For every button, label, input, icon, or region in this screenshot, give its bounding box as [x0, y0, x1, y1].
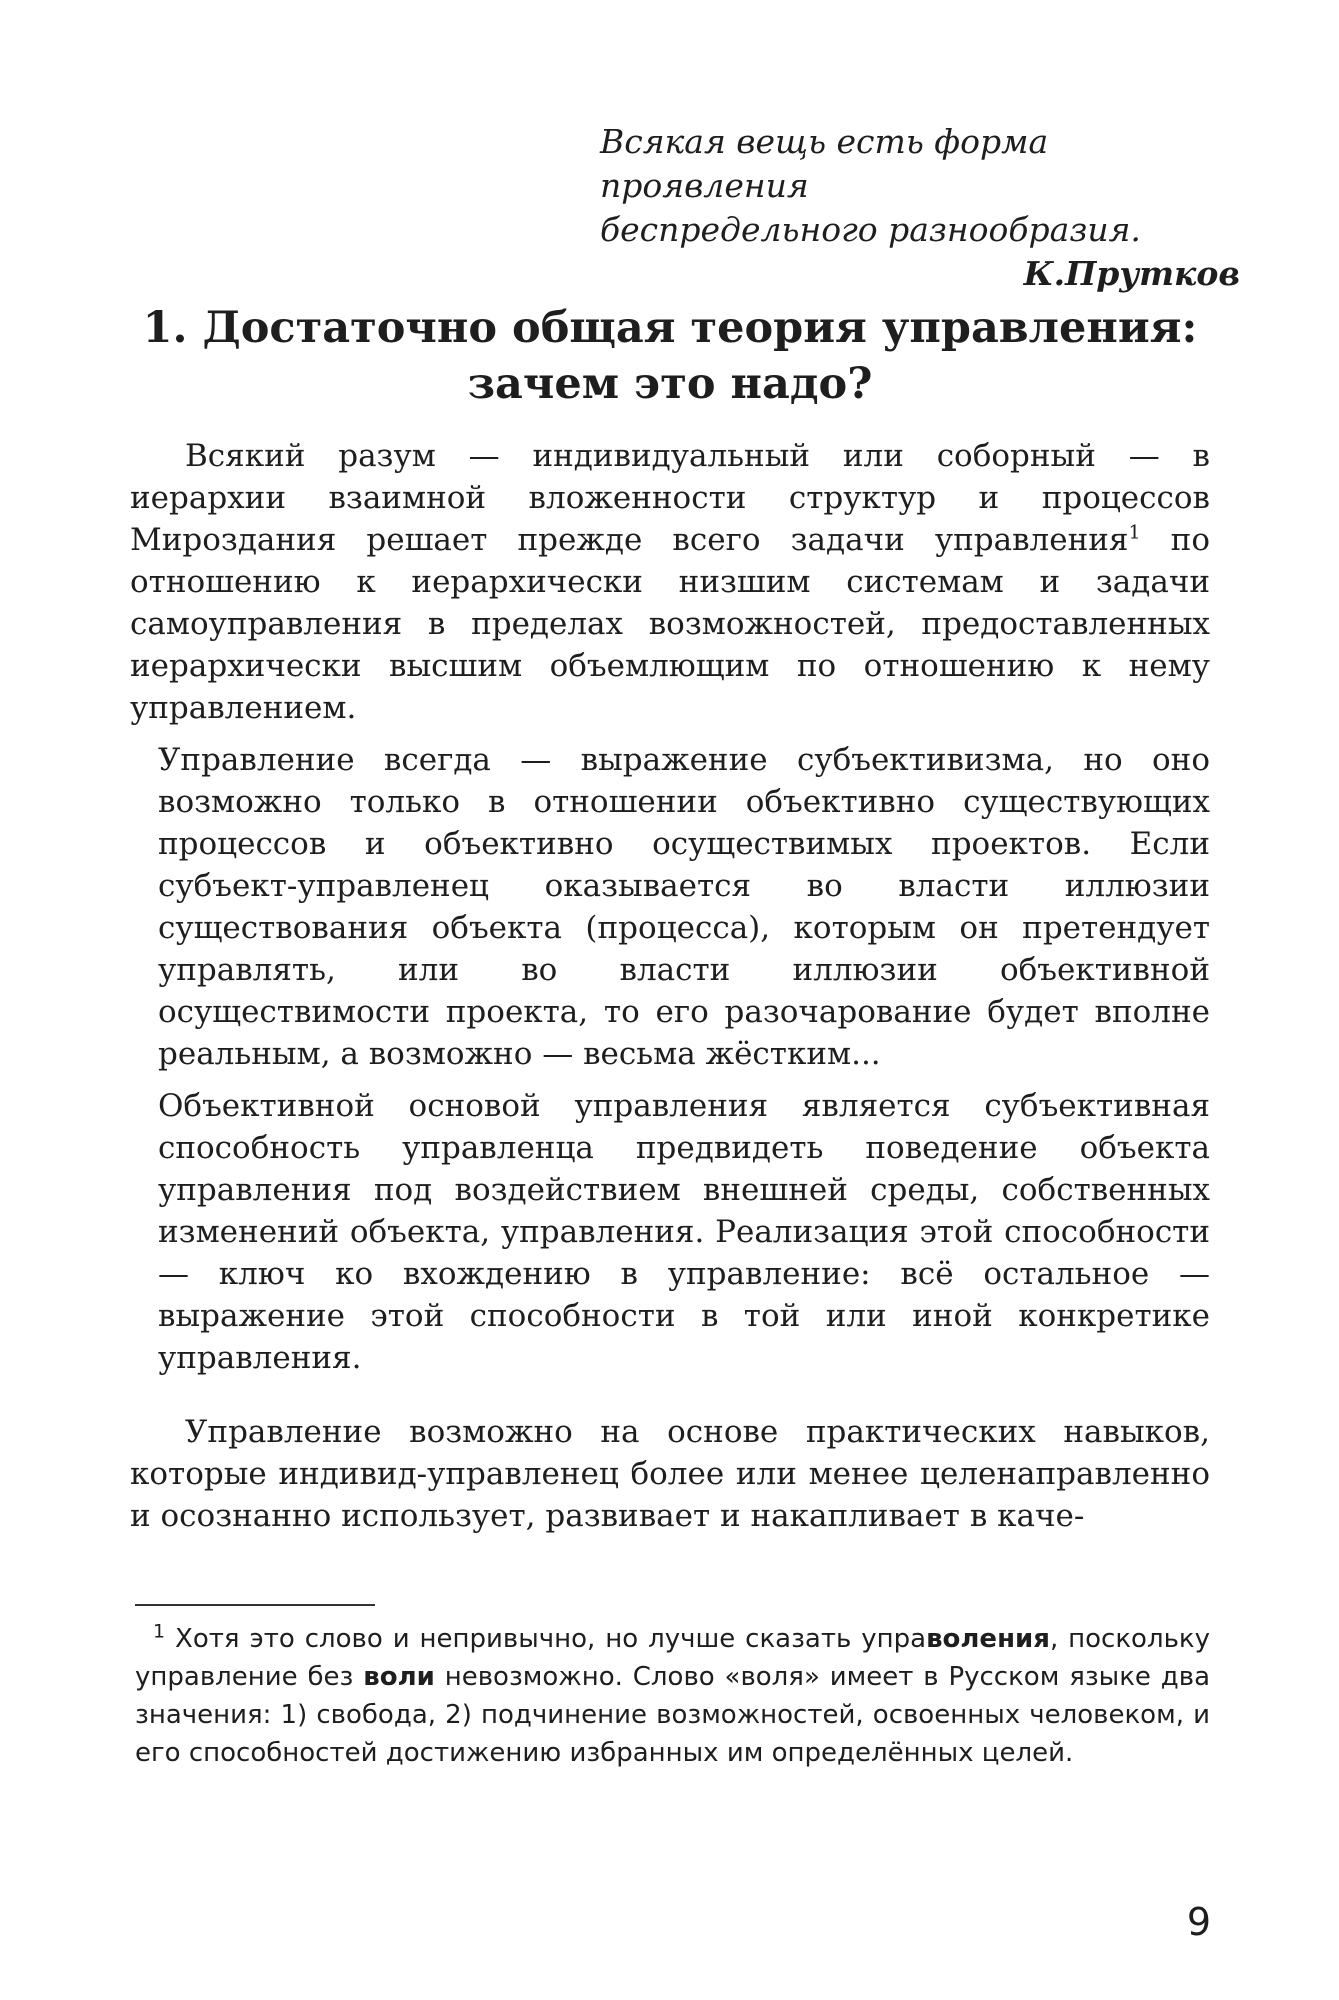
footnote-text-a: Хотя это слово и непривычно, но лучше сказать упра	[165, 1624, 927, 1654]
epigraph	[600, 120, 1240, 296]
paragraph-1	[130, 435, 1210, 729]
chapter-title	[130, 300, 1210, 412]
epigraph-author: К.Прутков	[1023, 254, 1240, 293]
footnotes	[135, 1620, 1210, 1772]
paragraph-3: Объективной основой управления является субъективная способность управленца предвидеть поведение объекта управления под воздействием внешней среды, собственных изменений объекта, управления. Реализация этой способности — ключ ко вхождению в управление: всё остальное — выражение этой способности в той или иной конкретике управления.	[158, 1088, 1210, 1376]
paragraph-1-text-a: Всякий разум — индивидуальный или соборный — в иерархии взаимной вложенности структур и процессов Мироздания решает прежде всего задачи управления	[130, 438, 1210, 558]
footnote-marker: 1	[153, 1620, 166, 1643]
epigraph-line-1: Всякая вещь есть форма проявления	[600, 122, 1049, 205]
body-text	[130, 435, 1210, 1537]
chapter-title-line-2: зачем это надо?	[467, 359, 873, 409]
footnote-divider	[135, 1604, 375, 1606]
paragraph-4: Управление возможно на основе практических навыков, которые индивид-управленец более или менее целенаправленно и осознанно использует, развивает и накапливает в каче-	[130, 1414, 1210, 1534]
chapter-title-line-1: 1. Достаточно общая теория управления:	[142, 303, 1198, 353]
footnote-bold-a: воления	[926, 1624, 1050, 1654]
paragraph-1-text-b: по отношению к иерархически низшим системам и задачи самоуправления в пределах возможностей, предоставленных иерархически высшим объемлющим по отношению к нему управлением.	[130, 522, 1210, 726]
footnote-bold-b: воли	[363, 1662, 435, 1692]
epigraph-line-2: беспредельного разнообразия.	[600, 210, 1141, 249]
footnote-text-c: невозможно. Слово «воля» имеет в Русском языке два значения: 1) свобода, 2) подчинение возможностей, освоенных человеком, и его способностей достижению избранных им определённых целей.	[135, 1662, 1210, 1768]
footnote-reference: 1	[1128, 521, 1141, 544]
paragraph-2: Управление всегда — выражение субъективизма, но оно возможно только в отношении объективно существующих процессов и объективно осуществимых проектов. Если субъект-управленец оказывается во власти иллюзии существования объекта (процесса), которым он претендует управлять, или во власти иллюзии объективной осуществимости проекта, то его разочарование будет вполне реальным, а возможно — весьма жёстким...	[158, 742, 1210, 1072]
footnote-text-b: , поскольку управление без	[135, 1624, 1210, 1692]
footnote-1	[135, 1620, 1210, 1772]
page-number: 9	[1186, 1900, 1211, 1944]
